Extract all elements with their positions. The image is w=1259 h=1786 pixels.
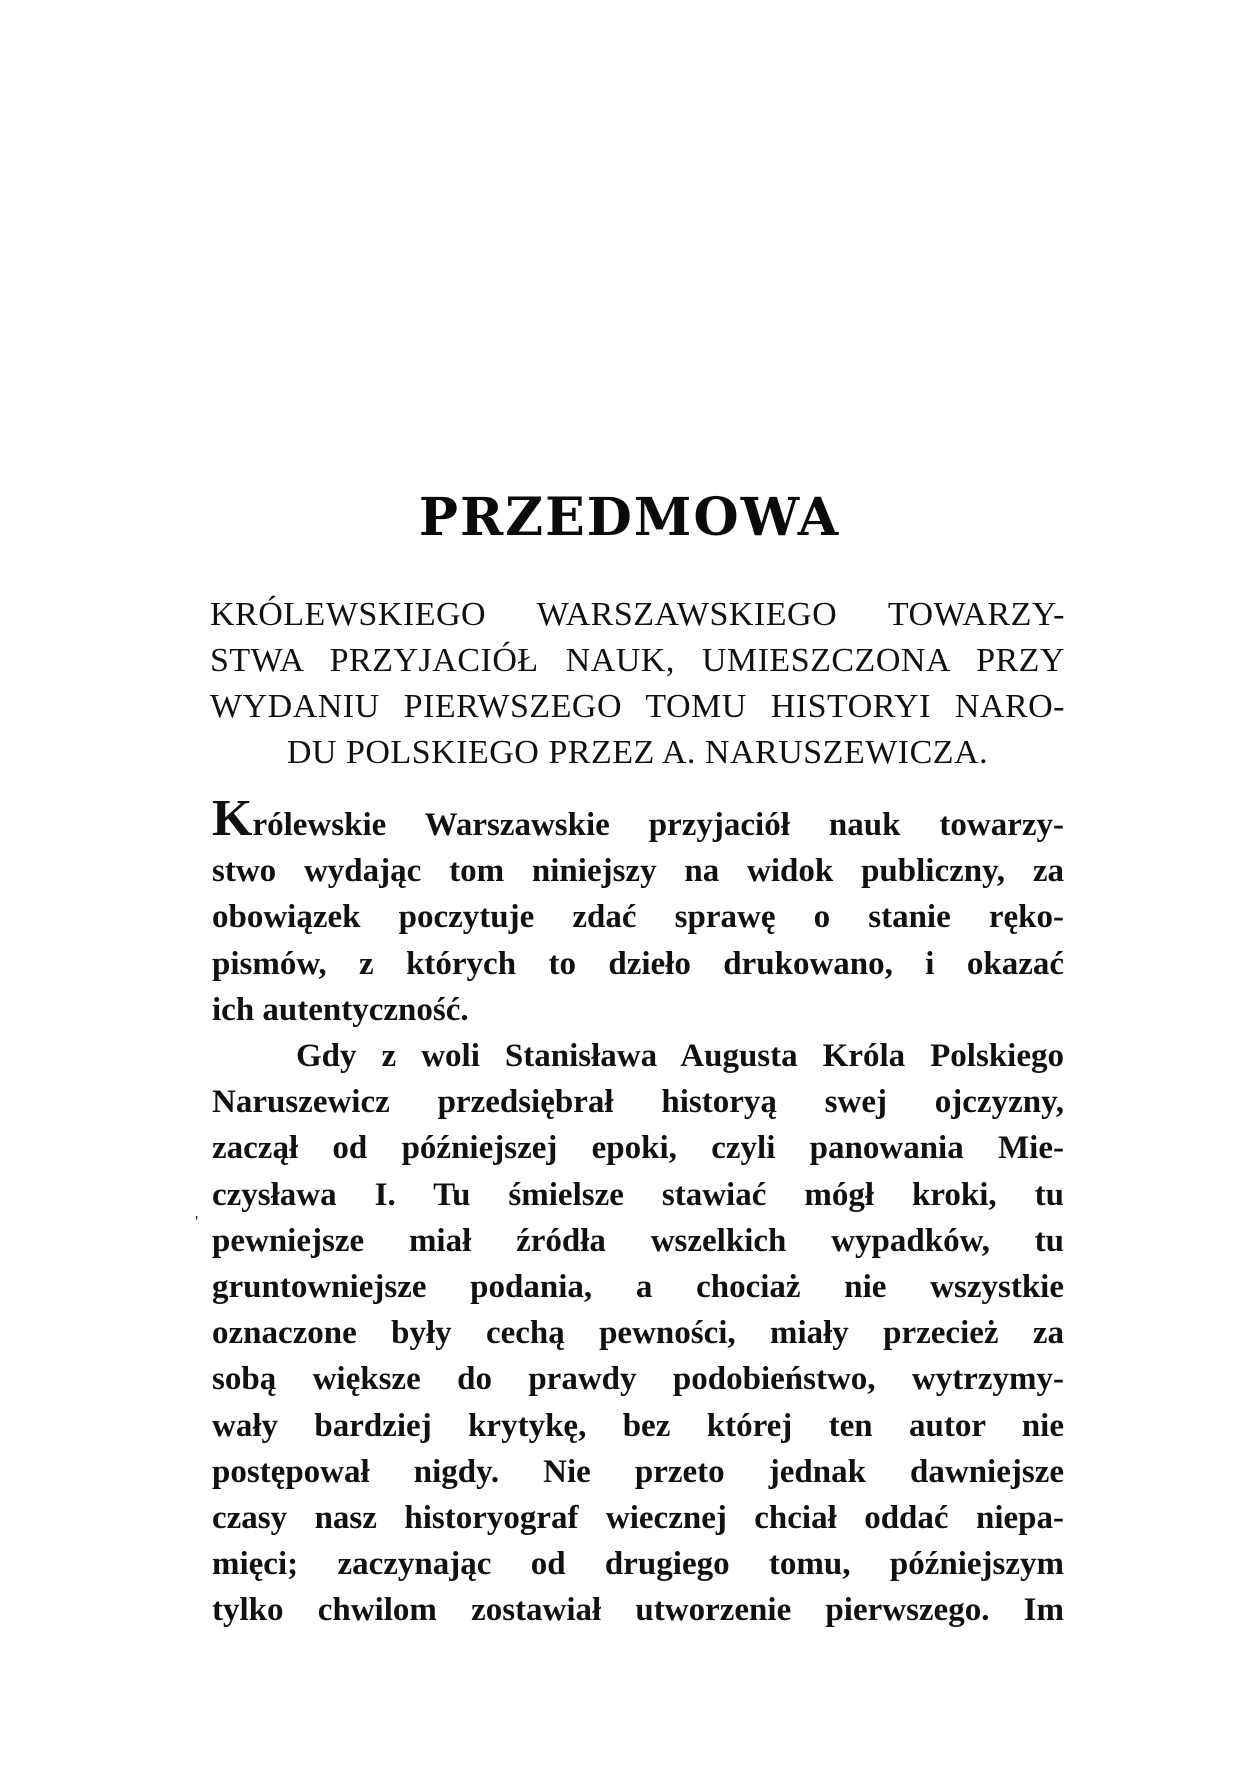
text-line: Gdy z woli Stanisława Augusta Króla Polskiego	[296, 1038, 1064, 1075]
text-line: gruntowniejsze podania, a chociaż nie wszystkie	[212, 1269, 1064, 1306]
text-line: zaczął od późniejszej epoki, czyli panowania Mie-	[212, 1130, 1064, 1167]
text-line: sobą większe do prawdy podobieństwo, wytrzymy-	[212, 1361, 1064, 1398]
drop-cap: K	[212, 790, 253, 847]
subtitle-line: STWA PRZYJACIÓŁ NAUK, UMIESZCZONA PRZY	[210, 642, 1065, 679]
text-line: pewniejsze miał źródła wszelkich wypadków, tu	[212, 1222, 1064, 1259]
text-line: czysława I. Tu śmielsze stawiać mógł kroki, tu	[212, 1176, 1064, 1213]
text-line: wały bardziej krytykę, bez której ten autor nie	[212, 1407, 1064, 1444]
text-line: pismów, z których to dzieło drukowano, i okazać	[212, 945, 1064, 982]
paragraph-first-line	[212, 790, 1064, 848]
text-line: stwo wydając tom niniejszy na widok publiczny, za	[212, 853, 1064, 890]
margin-mark: '	[195, 1212, 199, 1232]
text-line: ich autentyczność.	[212, 991, 469, 1028]
page-title: PRZEDMOWA	[418, 487, 841, 548]
text-line: tylko chwilom zostawiał utworzenie pierwszego. Im	[212, 1592, 1064, 1629]
body-text	[212, 790, 1064, 1634]
subtitle-line: DU POLSKIEGO PRZEZ A. NARUSZEWICZA.	[286, 734, 989, 771]
subtitle-line: WYDANIU PIERWSZEGO TOMU HISTORYI NARO-	[210, 688, 1065, 725]
text-line: czasy nasz historyograf wiecznej chciał oddać niepa-	[212, 1500, 1064, 1537]
subtitle	[210, 592, 1065, 776]
text-line: oznaczone były cechą pewności, miały przecież za	[212, 1315, 1064, 1352]
text-line: rólewskie Warszawskie przyjaciół nauk towarzy-	[252, 807, 1064, 843]
text-line: Naruszewicz przedsiębrał historyą swej ojczyzny,	[212, 1084, 1064, 1121]
text-line: postępował nigdy. Nie przeto jednak dawniejsze	[212, 1453, 1064, 1490]
subtitle-line: KRÓLEWSKIEGO WARSZAWSKIEGO TOWARZY-	[210, 596, 1065, 633]
text-line: obowiązek poczytuje zdać sprawę o stanie ręko-	[212, 899, 1064, 936]
text-line: mięci; zaczynając od drugiego tomu, późniejszym	[212, 1546, 1064, 1583]
